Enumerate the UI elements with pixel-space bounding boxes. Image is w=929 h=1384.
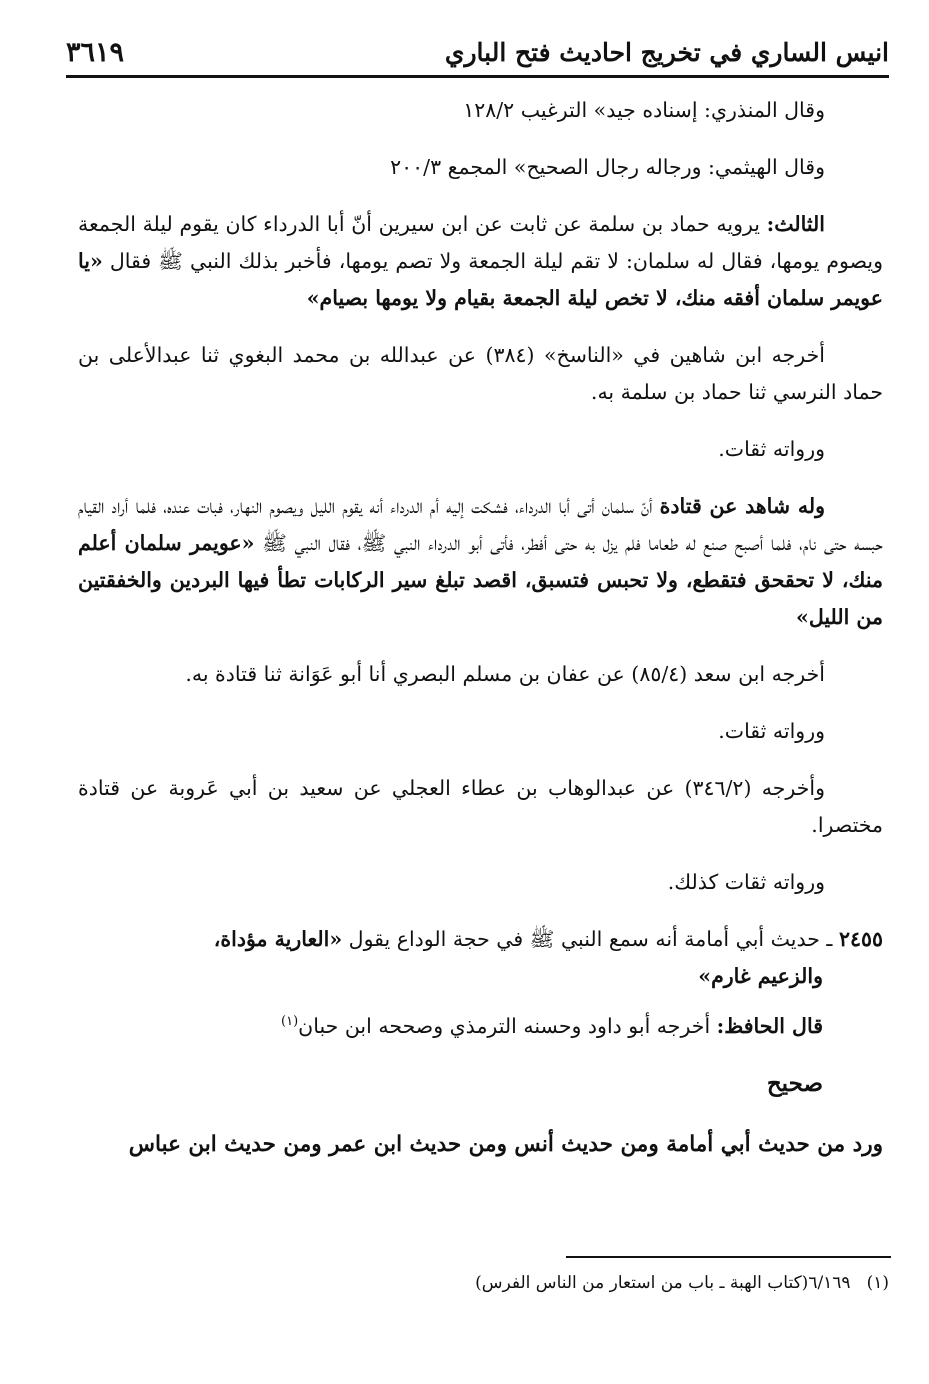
section-label: الثالث:	[766, 212, 825, 236]
page-body	[78, 92, 883, 1188]
hafiz-note	[78, 1003, 883, 1045]
text: ورواته ثقات كذلك.	[667, 870, 825, 894]
paragraph	[78, 206, 883, 317]
paragraph	[78, 656, 883, 693]
hadith-number: ٢٤٥٥	[838, 927, 883, 951]
verdict: صحيح	[766, 1069, 823, 1097]
text: ورواته ثقات.	[718, 437, 825, 461]
footnote-number: (١)	[866, 1273, 889, 1293]
text: يرويه حماد بن سلمة عن ثابت عن ابن سيرين أنّ أبا الدرداء كان يقوم ليلة الجمعة ويصوم يومها، فقال له سلمان: لا تقم ليلة الجمعة ولا تصم يومها، فأخبر بذلك النبي ﷺ فقال	[78, 212, 883, 273]
hadith-quote: والزعيم غارم»	[698, 964, 823, 988]
footnote	[78, 1268, 889, 1298]
hadith-quote: «يا عويمر سلمان أفقه منك، لا تخص ليلة الجمعة بقيام ولا يومها بصيام»	[78, 249, 883, 310]
hafiz-label: قال الحافظ:	[716, 1013, 823, 1038]
header-rule	[66, 75, 889, 78]
page-number: ٣٦١٩	[66, 36, 125, 68]
paragraph	[78, 713, 883, 750]
text: وقال المنذري: إسناده جيد» الترغيب ١٢٨/٢	[463, 98, 825, 122]
footnote-text: ٦/١٦٩(كتاب الهبة ـ باب من استعار من الناس الفرس)	[475, 1273, 851, 1293]
page-header	[66, 32, 889, 72]
text: وقال الهيثمي: ورجاله رجال الصحيح» المجمع ٢٠٠/٣	[390, 155, 825, 179]
hadith-entry	[78, 921, 883, 995]
text: أخرجه ابن شاهين في «الناسخ» (٣٨٤) عن عبدالله بن محمد البغوي ثنا عبدالأعلى بن حماد النرسي ثنا حماد بن سلمة به.	[78, 343, 883, 404]
paragraph	[78, 337, 883, 411]
paragraph	[78, 149, 883, 186]
text: ـ حديث أبي أمامة أنه سمع النبي ﷺ في حجة الوداع يقول	[342, 927, 839, 951]
text: أنّ سلمان أتى أبا الدرداء، فشكت إليه أم الدرداء أنه يقوم الليل ويصوم النهار، فبات عنده، فلما أراد القيام حبسه حتى نام، فلما أصبح صنع له طعاما فلم يزل به حتى أفطر، فأتى أبو الدرداء النبي ﷺ، فقال النبي ﷺ	[78, 494, 883, 555]
section-label: وله شاهد عن قتادة	[659, 494, 825, 518]
closing-paragraph: ورد من حديث أبي أمامة ومن حديث أنس ومن حديث ابن عمر ومن حديث ابن عباس	[128, 1131, 883, 1157]
paragraph	[78, 864, 883, 901]
hadith-quote: «العارية مؤداة،	[213, 927, 343, 951]
text: وأخرجه (٣٤٦/٢) عن عبدالوهاب بن عطاء العجلي عن سعيد بن أبي عَروبة عن قتادة مختصرا.	[78, 776, 883, 837]
paragraph	[78, 92, 883, 129]
paragraph	[78, 488, 883, 636]
text: أخرجه ابن سعد (٨٥/٤) عن عفان بن مسلم البصري أنا أبو عَوَانة ثنا قتادة به.	[185, 662, 825, 686]
hadith-quote: «عويمر سلمان أعلم منك، لا تحقحق فتقطع، ولا تحبس فتسبق، اقصد تبلغ سير الركابات تطأ فيها البردين والخفقتين من الليل»	[78, 531, 883, 629]
running-title: انيس الساري في تخريج احاديث فتح الباري	[444, 37, 889, 67]
footnote-reference: (١)	[281, 1014, 299, 1029]
footnote-rule	[566, 1256, 891, 1258]
paragraph	[78, 770, 883, 844]
text: أخرجه أبو داود وحسنه الترمذي وصححه ابن حبان	[298, 1013, 717, 1038]
paragraph	[78, 431, 883, 468]
text: ورواته ثقات.	[718, 719, 825, 743]
